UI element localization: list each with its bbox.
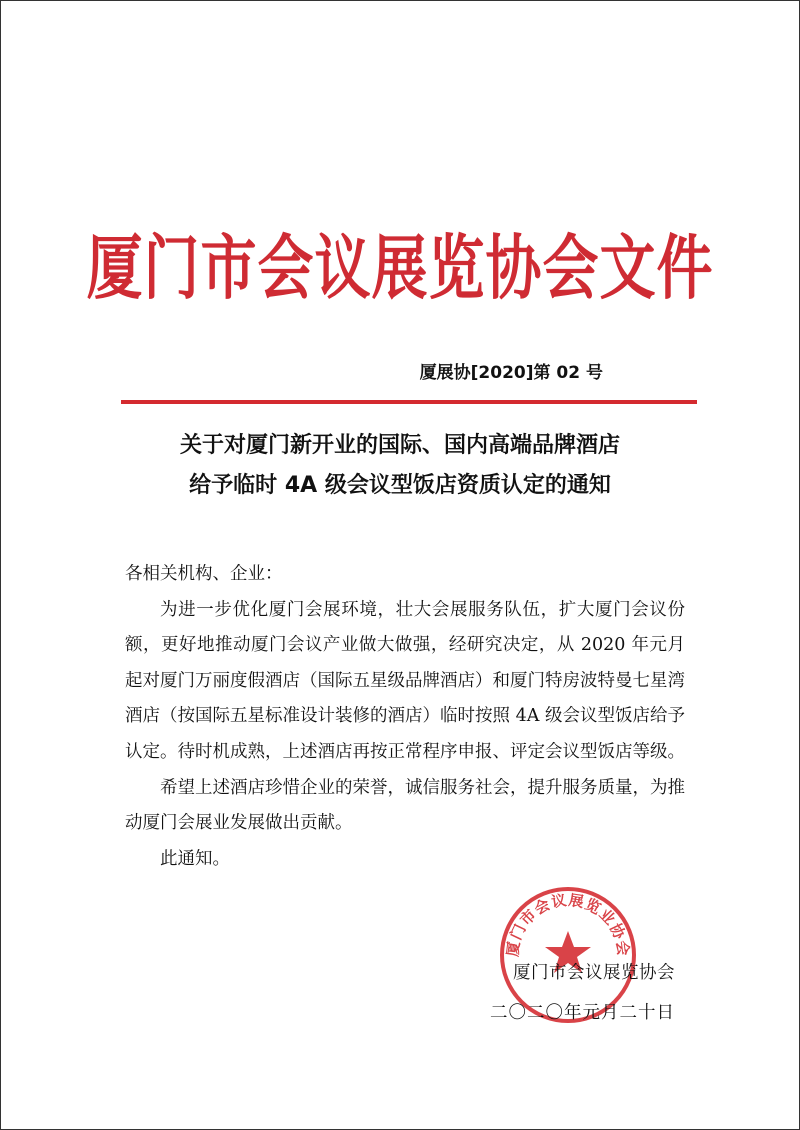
notice-title-line-2: 给予临时 4A 级会议型饭店资质认定的通知 xyxy=(189,473,611,498)
body-paragraph-1: 为进一步优化厦门会展环境，壮大会展服务队伍，扩大厦门会议份额，更好地推动厦门会议产业做大做强，经研究决定，从 2020 年元月起对厦门万丽度假酒店（国际五星级品牌酒店）和厦门特房波特曼七星湾酒店（按国际五星标准设计装修的酒店）临时按照 4A 级会议型饭店给予认定。待时机成熟，上述酒店再按正常程序申报、评定会议型饭店等级。 xyxy=(125,599,685,762)
signature-date: 二〇二〇年元月二十日 xyxy=(490,1003,675,1023)
seal-text-path: 厦门市会议展览业协会 xyxy=(503,890,633,958)
document-number: 厦展协[2020]第 02 号 xyxy=(419,363,603,383)
document-header-title: 厦门市会议展览协会文件 xyxy=(86,226,714,310)
closing-line: 此通知。 xyxy=(160,848,230,869)
signature-organization: 厦门市会议展览协会 xyxy=(513,963,675,983)
salutation: 各相关机构、企业： xyxy=(125,564,283,584)
notice-title-line-1: 关于对厦门新开业的国际、国内高端品牌酒店 xyxy=(179,433,620,458)
notice-body xyxy=(125,557,685,877)
red-divider-line xyxy=(121,400,697,404)
notice-title xyxy=(1,426,799,506)
body-paragraph-2: 希望上述酒店珍惜企业的荣誉，诚信服务社会，提升服务质量，为推动厦门会展业发展做出贡献。 xyxy=(125,777,685,834)
